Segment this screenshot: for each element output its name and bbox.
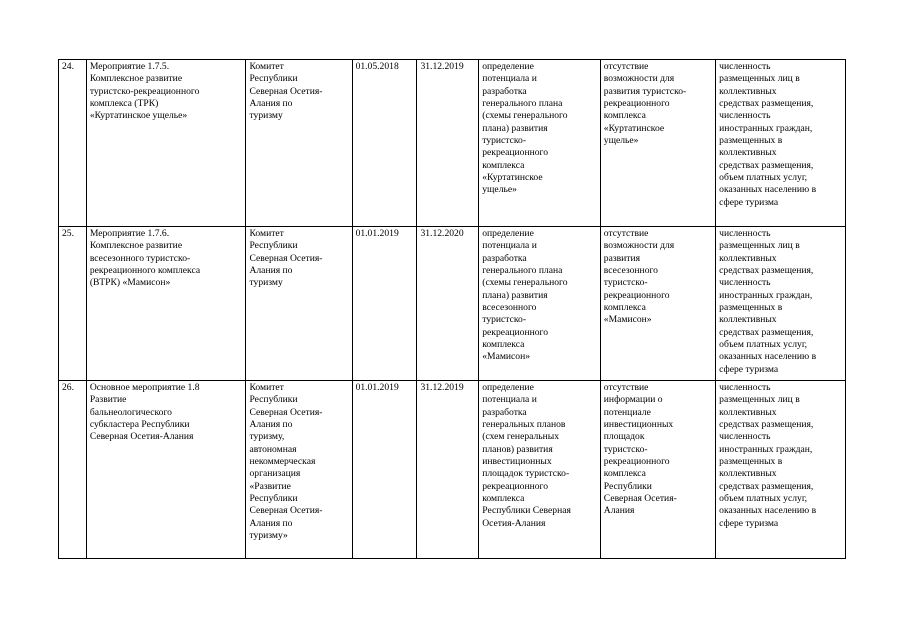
table-row bbox=[59, 381, 846, 559]
cell-line: Республики bbox=[249, 394, 298, 406]
cell-line: средствах размещения, bbox=[719, 326, 814, 338]
cell-line: «Мамисон» bbox=[482, 351, 531, 363]
end-date-cell: 31.12.2020 bbox=[417, 227, 479, 381]
consequences-cell bbox=[600, 381, 715, 559]
cell-line: Северная Осетия-Алания bbox=[89, 431, 194, 443]
cell-line: площадок bbox=[603, 431, 645, 443]
cell-line: коллективных bbox=[719, 147, 777, 159]
cell-line: размещенных лиц в bbox=[719, 240, 800, 252]
cell-line: средствах размещения, bbox=[719, 480, 814, 492]
cell-line: иностранных граждан, bbox=[719, 443, 813, 455]
cell-line: Алания по bbox=[249, 98, 293, 110]
table-row bbox=[59, 227, 846, 381]
cell-line: размещенных в bbox=[719, 302, 783, 314]
cell-line: рекреационного bbox=[482, 326, 549, 338]
cell-line: численность bbox=[719, 277, 771, 289]
consequences-cell bbox=[600, 60, 715, 227]
cell-line: всесезонного bbox=[482, 302, 537, 314]
cell-line: иностранных граждан, bbox=[719, 289, 813, 301]
expected-result-cell bbox=[479, 227, 601, 381]
cell-line: туристско- bbox=[603, 277, 648, 289]
cell-line: Республики bbox=[249, 493, 298, 505]
cell-line: туризму, bbox=[249, 431, 285, 443]
cell-line: автономная bbox=[249, 443, 297, 455]
cell-line: отсутствие bbox=[603, 61, 649, 72]
cell-line: всесезонного туристско- bbox=[89, 252, 191, 264]
cell-line: сфере туризма bbox=[719, 196, 779, 208]
cell-line: потенциала и bbox=[482, 240, 537, 252]
cell-line: сфере туризма bbox=[719, 363, 779, 375]
cell-line: «Развитие bbox=[249, 480, 291, 492]
cell-line: Республики Северная bbox=[482, 505, 571, 517]
row-number-cell: 25. bbox=[59, 227, 87, 381]
cell-line: оказанных населению в bbox=[719, 184, 817, 196]
cell-line: ущелье» bbox=[482, 184, 517, 196]
cell-line: Республики bbox=[249, 240, 298, 252]
cell-line: Алания по bbox=[249, 419, 293, 431]
start-date-cell: 01.01.2019 bbox=[352, 227, 417, 381]
cell-line: инвестиционных bbox=[482, 456, 552, 468]
cell-line: потенциале bbox=[603, 406, 651, 418]
cell-line: плана) развития bbox=[482, 289, 548, 301]
cell-line: Алания по bbox=[249, 517, 293, 529]
cell-line: Осетия-Алания bbox=[482, 517, 546, 529]
end-date-cell: 31.12.2019 bbox=[417, 60, 479, 227]
cell-line: иностранных граждан, bbox=[719, 122, 813, 134]
cell-line: Северная Осетия- bbox=[249, 85, 323, 97]
cell-line: определение bbox=[482, 382, 534, 393]
consequences-cell bbox=[600, 227, 715, 381]
cell-line: коллективных bbox=[719, 85, 777, 97]
cell-line: субкластера Республики bbox=[89, 419, 190, 431]
indicator-cell bbox=[716, 227, 846, 381]
cell-line: развития bbox=[603, 252, 641, 264]
cell-line: Алания bbox=[603, 505, 635, 517]
activities-table bbox=[58, 59, 846, 559]
cell-line: Алания по bbox=[249, 265, 293, 277]
cell-line: определение bbox=[482, 228, 534, 239]
cell-line: Мероприятие 1.7.5. bbox=[89, 61, 170, 72]
cell-line: туристско-рекреационного bbox=[89, 85, 200, 97]
cell-line: рекреационного bbox=[603, 456, 670, 468]
cell-line: генерального плана bbox=[482, 265, 563, 277]
cell-line: объем платных услуг, bbox=[719, 339, 808, 351]
cell-line: Комплексное развитие bbox=[89, 73, 183, 85]
cell-line: отсутствие bbox=[603, 382, 649, 393]
cell-line: «Куртатинское bbox=[482, 172, 543, 184]
cell-line: средствах размещения, bbox=[719, 159, 814, 171]
cell-line: (схемы генерального bbox=[482, 277, 568, 289]
cell-line: генерального плана bbox=[482, 98, 563, 110]
cell-line: Комитет bbox=[249, 61, 284, 72]
cell-line: комплекса bbox=[482, 159, 525, 171]
activity-name-cell bbox=[86, 60, 246, 227]
cell-line: численность bbox=[719, 431, 771, 443]
cell-line: Северная Осетия- bbox=[249, 505, 323, 517]
cell-line: ущелье» bbox=[603, 135, 639, 147]
cell-line: (схемы генерального bbox=[482, 110, 568, 122]
cell-line: всесезонного bbox=[603, 265, 658, 277]
cell-line: сфере туризма bbox=[719, 517, 779, 529]
cell-line: «Мамисон» bbox=[603, 314, 652, 326]
indicator-cell bbox=[716, 60, 846, 227]
cell-line: рекреационного bbox=[603, 98, 670, 110]
cell-line: туризму» bbox=[249, 530, 288, 542]
cell-line: плана) развития bbox=[482, 122, 548, 134]
executor-cell bbox=[246, 227, 352, 381]
cell-line: бальнеологического bbox=[89, 406, 172, 418]
cell-line: численность bbox=[719, 228, 771, 239]
cell-line: оказанных населению в bbox=[719, 505, 817, 517]
cell-line: Северная Осетия- bbox=[603, 493, 677, 505]
activity-name-cell bbox=[86, 227, 246, 381]
cell-line: (ВТРК) «Мамисон» bbox=[89, 277, 171, 289]
cell-line: объем платных услуг, bbox=[719, 172, 808, 184]
cell-line: комплекса bbox=[603, 468, 646, 480]
cell-line: Развитие bbox=[89, 394, 127, 406]
cell-line: Комитет bbox=[249, 382, 284, 393]
cell-line: возможности для bbox=[603, 240, 675, 252]
cell-line: «Куртатинское ущелье» bbox=[89, 110, 188, 122]
cell-line: некоммерческая bbox=[249, 456, 316, 468]
cell-line: численность bbox=[719, 61, 771, 72]
cell-line: коллективных bbox=[719, 406, 777, 418]
cell-line: Республики bbox=[249, 73, 298, 85]
expected-result-cell bbox=[479, 381, 601, 559]
cell-line: рекреационного bbox=[482, 480, 549, 492]
cell-line: рекреационного bbox=[603, 289, 670, 301]
cell-line: развития туристско- bbox=[603, 85, 687, 97]
cell-line: размещенных лиц в bbox=[719, 394, 800, 406]
cell-line: численность bbox=[719, 382, 771, 393]
expected-result-cell bbox=[479, 60, 601, 227]
cell-line: генеральных планов bbox=[482, 419, 566, 431]
end-date-cell: 31.12.2019 bbox=[417, 381, 479, 559]
row-number-cell: 24. bbox=[59, 60, 87, 227]
cell-line: (схем генеральных bbox=[482, 431, 559, 443]
cell-line: комплекса bbox=[482, 493, 525, 505]
cell-line: средствах размещения, bbox=[719, 98, 814, 110]
cell-line: отсутствие bbox=[603, 228, 649, 239]
cell-line: коллективных bbox=[719, 314, 777, 326]
start-date-cell: 01.01.2019 bbox=[352, 381, 417, 559]
cell-line: комплекса bbox=[482, 339, 525, 351]
cell-line: разработка bbox=[482, 252, 527, 264]
cell-line: «Куртатинское bbox=[603, 122, 665, 134]
cell-line: коллективных bbox=[719, 468, 777, 480]
cell-line: размещенных в bbox=[719, 135, 783, 147]
cell-line: планов) развития bbox=[482, 443, 553, 455]
cell-line: организация bbox=[249, 468, 301, 480]
cell-line: инвестиционных bbox=[603, 419, 674, 431]
cell-line: Северная Осетия- bbox=[249, 406, 323, 418]
cell-line: коллективных bbox=[719, 252, 777, 264]
cell-line: Основное мероприятие 1.8 bbox=[89, 382, 200, 393]
cell-line: средствах размещения, bbox=[719, 419, 814, 431]
cell-line: информации о bbox=[603, 394, 663, 406]
cell-line: туристско- bbox=[482, 314, 527, 326]
document-page bbox=[58, 59, 846, 559]
cell-line: рекреационного bbox=[482, 147, 549, 159]
cell-line: рекреационного комплекса bbox=[89, 265, 201, 277]
cell-line: определение bbox=[482, 61, 534, 72]
cell-line: потенциала и bbox=[482, 73, 537, 85]
cell-line: размещенных лиц в bbox=[719, 73, 800, 85]
start-date-cell: 01.05.2018 bbox=[352, 60, 417, 227]
cell-line: туризму bbox=[249, 110, 283, 122]
row-number-cell: 26. bbox=[59, 381, 87, 559]
table-body bbox=[59, 60, 846, 559]
cell-line: потенциала и bbox=[482, 394, 537, 406]
activity-name-cell bbox=[86, 381, 246, 559]
cell-line: площадок туристско- bbox=[482, 468, 570, 480]
cell-line: комплекса bbox=[603, 110, 646, 122]
cell-line: туристско- bbox=[482, 135, 527, 147]
cell-line: размещенных в bbox=[719, 456, 783, 468]
cell-line: туристско- bbox=[603, 443, 648, 455]
cell-line: Комплексное развитие bbox=[89, 240, 183, 252]
cell-line: возможности для bbox=[603, 73, 675, 85]
executor-cell bbox=[246, 60, 352, 227]
cell-line: Мероприятие 1.7.6. bbox=[89, 228, 170, 239]
cell-line: численность bbox=[719, 110, 771, 122]
cell-line: средствах размещения, bbox=[719, 265, 814, 277]
executor-cell bbox=[246, 381, 352, 559]
cell-line: объем платных услуг, bbox=[719, 493, 808, 505]
indicator-cell bbox=[716, 381, 846, 559]
cell-line: Северная Осетия- bbox=[249, 252, 323, 264]
cell-line: оказанных населению в bbox=[719, 351, 817, 363]
cell-line: комплекса bbox=[603, 302, 646, 314]
cell-line: комплекса (ТРК) bbox=[89, 98, 159, 110]
cell-line: Комитет bbox=[249, 228, 284, 239]
cell-line: Республики bbox=[603, 480, 652, 492]
cell-line: разработка bbox=[482, 406, 527, 418]
table-row bbox=[59, 60, 846, 227]
cell-line: разработка bbox=[482, 85, 527, 97]
cell-line: туризму bbox=[249, 277, 283, 289]
